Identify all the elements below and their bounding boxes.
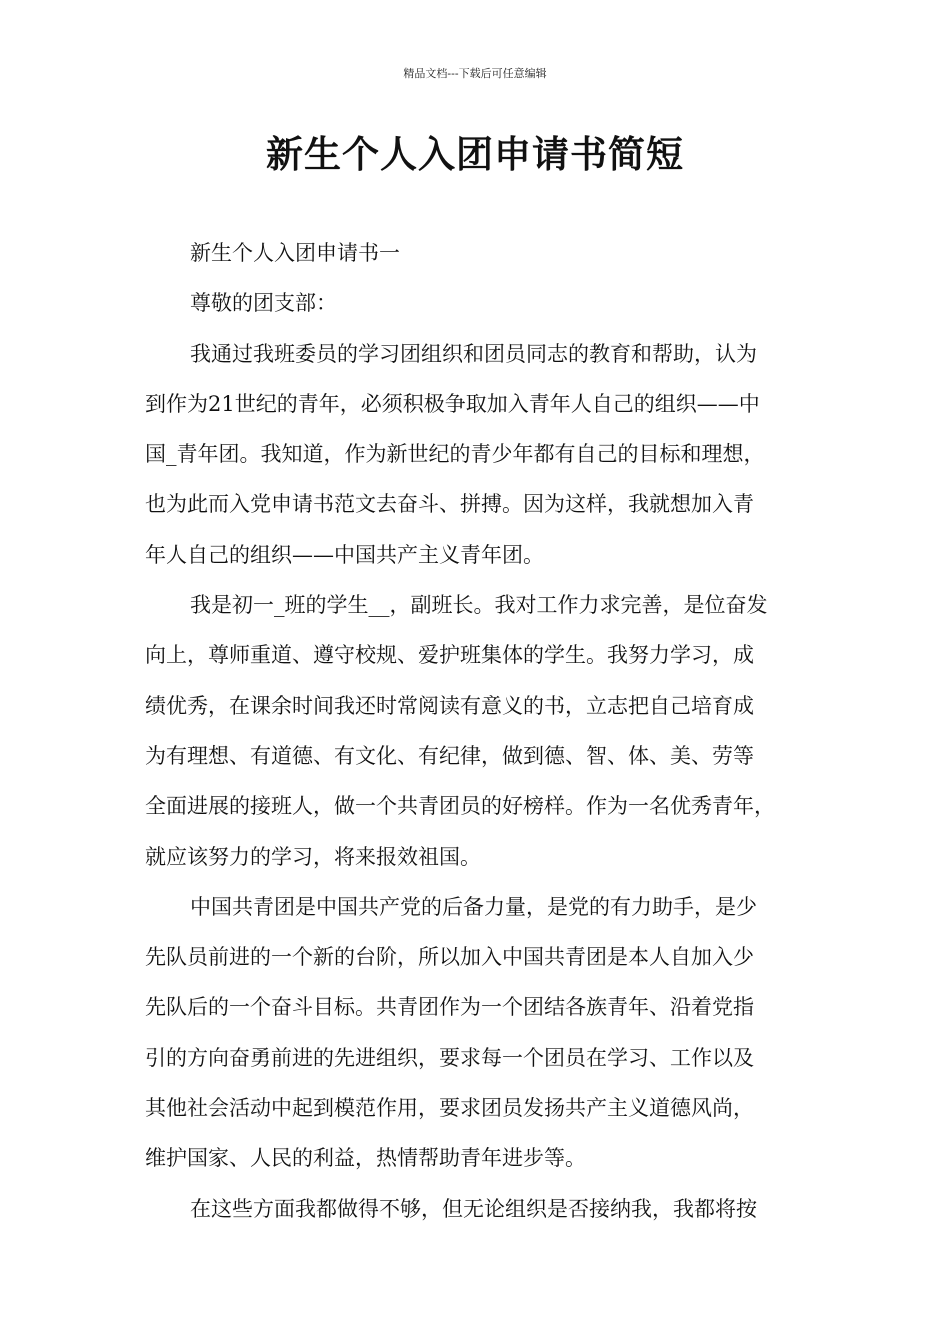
text-line: 到作为21世纪的青年，必须积极争取加入青年人自己的组织——中: [145, 391, 760, 416]
document-title: 新生个人入团申请书简短: [266, 132, 684, 176]
text-line: 先队员前进的一个新的台阶，所以加入中国共青团是本人自加入少: [145, 945, 754, 970]
text-line: 也为此而入党申请书范文去奋斗、拼搏。因为这样，我就想加入青: [145, 492, 754, 517]
text-line: 尊敬的团支部：: [190, 291, 337, 316]
text-line: 国_青年团。我知道，作为新世纪的青少年都有自己的目标和理想，: [145, 442, 765, 467]
text-line: 维护国家、人民的利益，热情帮助青年进步等。: [145, 1146, 586, 1171]
text-line: 全面进展的接班人，做一个共青团员的好榜样。作为一名优秀青年，: [145, 794, 775, 819]
text-line: 我是初一_班的学生__，副班长。我对工作力求完善，是位奋发: [190, 593, 768, 618]
text-line: 先队后的一个奋斗目标。共青团作为一个团结各族青年、沿着党指: [145, 995, 754, 1020]
text-line: 为有理想、有道德、有文化、有纪律，做到德、智、体、美、劳等: [145, 743, 754, 768]
text-line: 其他社会活动中起到模范作用，要求团员发扬共产主义道德风尚，: [145, 1096, 754, 1121]
header-note: 精品文档---下载后可任意编辑: [403, 67, 547, 80]
text-line: 在这些方面我都做得不够，但无论组织是否接纳我，我都将按: [190, 1196, 757, 1221]
text-line: 年人自己的组织——中国共产主义青年团。: [145, 542, 544, 567]
text-line: 绩优秀，在课余时间我还时常阅读有意义的书，立志把自己培育成: [145, 693, 754, 718]
text-line: 我通过我班委员的学习团组织和团员同志的教育和帮助，认为: [190, 341, 757, 366]
text-line: 中国共青团是中国共产党的后备力量，是党的有力助手，是少: [190, 894, 757, 919]
text-line: 引的方向奋勇前进的先进组织，要求每一个团员在学习、工作以及: [145, 1045, 754, 1070]
text-line: 向上，尊师重道、遵守校规、爱护班集体的学生。我努力学习，成: [145, 643, 754, 668]
text-line: 就应该努力的学习，将来报效祖国。: [145, 844, 481, 869]
document-body: [145, 228, 825, 1234]
text-line: 新生个人入团申请书一: [190, 241, 400, 265]
